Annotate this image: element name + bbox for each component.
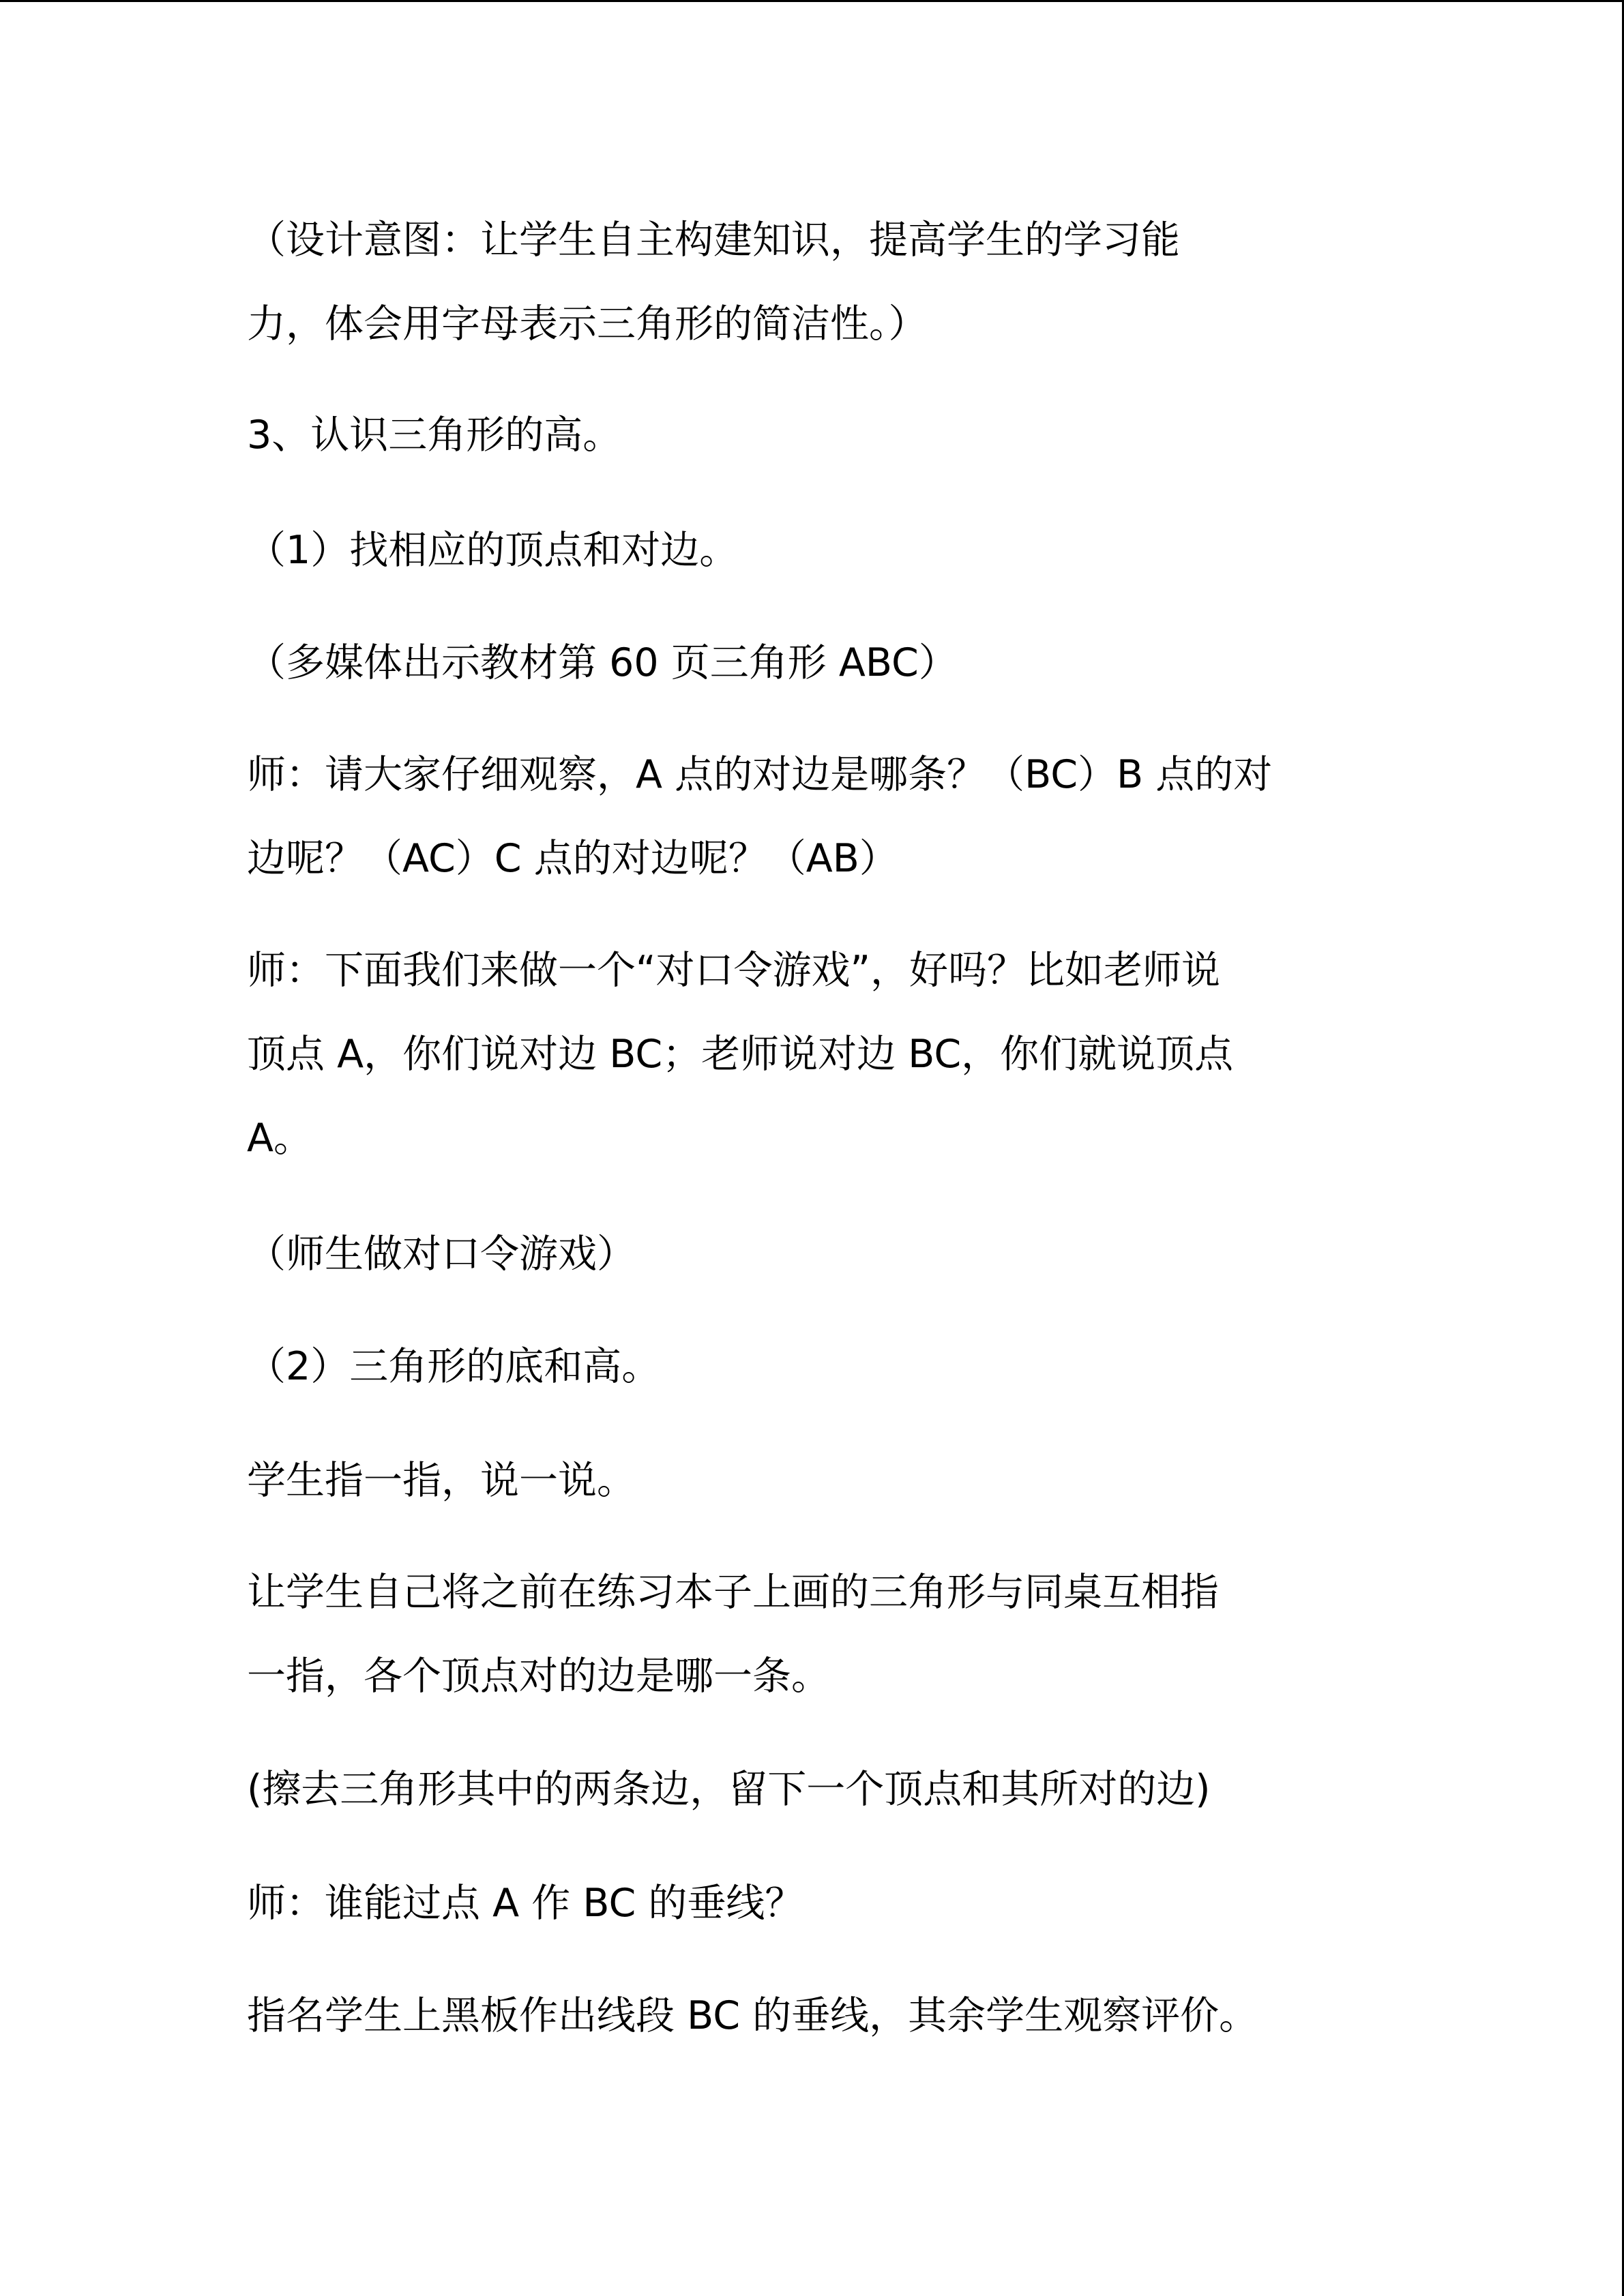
page-top-border — [0, 0, 1624, 2]
teacher-game-line-1: 师：下面我们来做一个“对口令游戏”，好吗？比如老师说 — [247, 948, 1221, 993]
section-heading-triangle-height: 3、认识三角形的高。 — [247, 413, 622, 458]
teacher-question-line-2: 边呢？（AC）C 点的对边呢？（AB） — [247, 836, 898, 881]
subsection-heading-base-height: （2）三角形的底和高。 — [247, 1344, 661, 1389]
student-practice-line-1: 让学生自己将之前在练习本子上画的三角形与同桌互相指 — [247, 1570, 1219, 1615]
student-activity-line: 学生指一指，说一说。 — [247, 1458, 636, 1503]
teacher-game-line-3: A。 — [247, 1116, 312, 1161]
subsection-heading-vertex-opposite-side: （1）找相应的顶点和对边。 — [247, 528, 739, 573]
blackboard-activity-line: 指名学生上黑板作出线段 BC 的垂线，其余学生观察评价。 — [247, 1993, 1258, 2038]
design-intent-line-2: 力，体会用字母表示三角形的简洁性。） — [247, 301, 928, 346]
teacher-question-line-1: 师：请大家仔细观察，A 点的对边是哪条？（BC）B 点的对 — [247, 752, 1273, 797]
student-practice-line-2: 一指，各个顶点对的边是哪一条。 — [247, 1654, 830, 1699]
teacher-game-line-2: 顶点 A，你们说对边 BC；老师说对边 BC，你们就说顶点 — [247, 1032, 1234, 1077]
game-activity-note: （师生做对口令游戏） — [247, 1232, 636, 1277]
teacher-perpendicular-question: 师：谁能过点 A 作 BC 的垂线？ — [247, 1881, 804, 1926]
erase-edges-note: (擦去三角形其中的两条边，留下一个顶点和其所对的边) — [247, 1767, 1211, 1812]
design-intent-line-1: （设计意图：让学生自主构建知识，提高学生的学习能 — [247, 218, 1180, 263]
multimedia-note: （多媒体出示教材第 60 页三角形 ABC） — [247, 640, 958, 685]
